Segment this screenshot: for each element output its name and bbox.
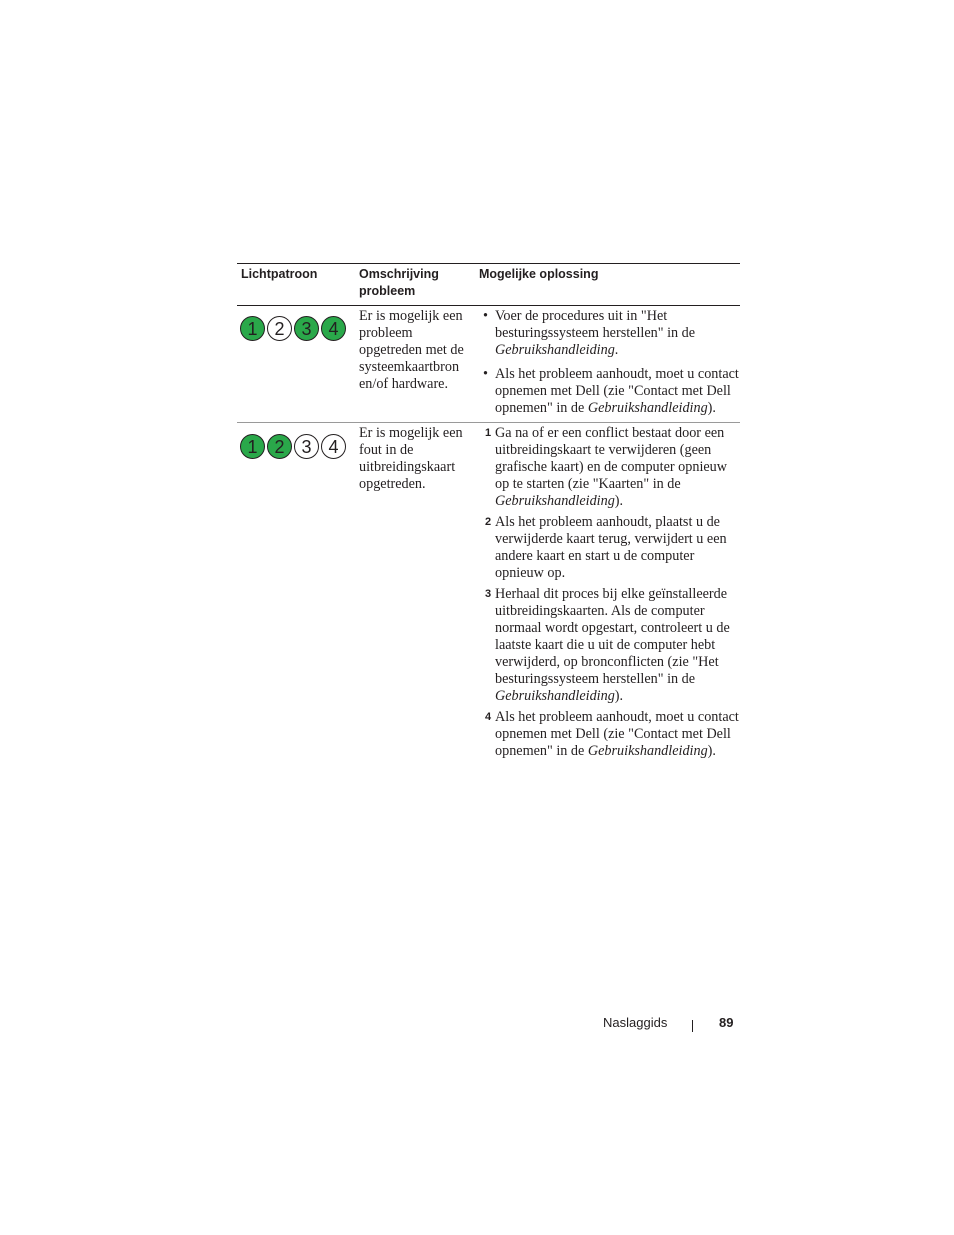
solution-step: 2 Als het probleem aanhoudt, plaatst u de verwijderde kaart terug, verwijdert u een andere kaart en start u de computer opnieuw op. (485, 514, 727, 581)
light-2-icon: 2 (267, 316, 292, 341)
light-2-icon: 2 (267, 434, 292, 459)
footer-label: Naslaggids (603, 1015, 668, 1030)
header-lichtpatroon: Lichtpatroon (241, 267, 318, 281)
solution-item: • Voer de procedures uit in "Het besturingssysteem herstellen" in de Gebruikshandleiding. (483, 308, 696, 358)
step-number: 1 (485, 427, 492, 439)
light-1-icon: 1 (240, 316, 265, 341)
solution-list-row-2 (479, 425, 741, 760)
step-number: 2 (485, 516, 492, 528)
light-4-icon: 4 (321, 434, 346, 459)
solution-step: 3 Herhaal dit proces bij elke geïnstalleerde uitbreidingskaarten. Als de computer normaal wordt opgestart, controleert u de laatste kaart die u uit de computer hebt verwijderd, op bronconflicten (zie "Het besturingssysteem herstellen" in de Gebruikshandleiding). (485, 586, 730, 704)
solution-item: • Als het probleem aanhoudt, moet u contact opnemen met Dell (zie "Contact met Dell opnemen" in de Gebruikshandleiding). (483, 366, 739, 416)
problem-description-row-1: Er is mogelijk een probleem opgetreden met de systeemkaartbron en/of hardware. (359, 308, 464, 392)
light-1-icon: 1 (240, 434, 265, 459)
light-3-icon: 3 (294, 434, 319, 459)
header-rule (237, 305, 740, 306)
bullet-marker: • (483, 308, 488, 324)
light-pattern-row-1 (240, 316, 346, 341)
light-pattern-row-2 (240, 434, 346, 459)
solution-list-row-1 (479, 308, 741, 417)
solution-step: 4 Als het probleem aanhoudt, moet u contact opnemen met Dell (zie "Contact met Dell opnemen" in de Gebruikshandleiding). (485, 709, 739, 759)
footer-separator (692, 1020, 693, 1032)
step-number: 3 (485, 588, 492, 600)
problem-description-row-2: Er is mogelijk een fout in de uitbreidingskaart opgetreden. (359, 425, 463, 492)
row-divider (237, 422, 740, 423)
table-header (237, 263, 740, 305)
step-number: 4 (485, 711, 492, 723)
bullet-marker: • (483, 366, 488, 382)
solution-step: 1 Ga na of er een conflict bestaat door een uitbreidingskaart te verwijderen (geen grafische kaart) en de computer opnieuw op te starten (zie "Kaarten" in de Gebruikshandleiding). (485, 425, 728, 509)
header-oplossing: Mogelijke oplossing (479, 267, 599, 281)
page-number: 89 (719, 1015, 734, 1030)
header-omschrijving: Omschrijving probleem (359, 267, 439, 298)
light-4-icon: 4 (321, 316, 346, 341)
light-3-icon: 3 (294, 316, 319, 341)
